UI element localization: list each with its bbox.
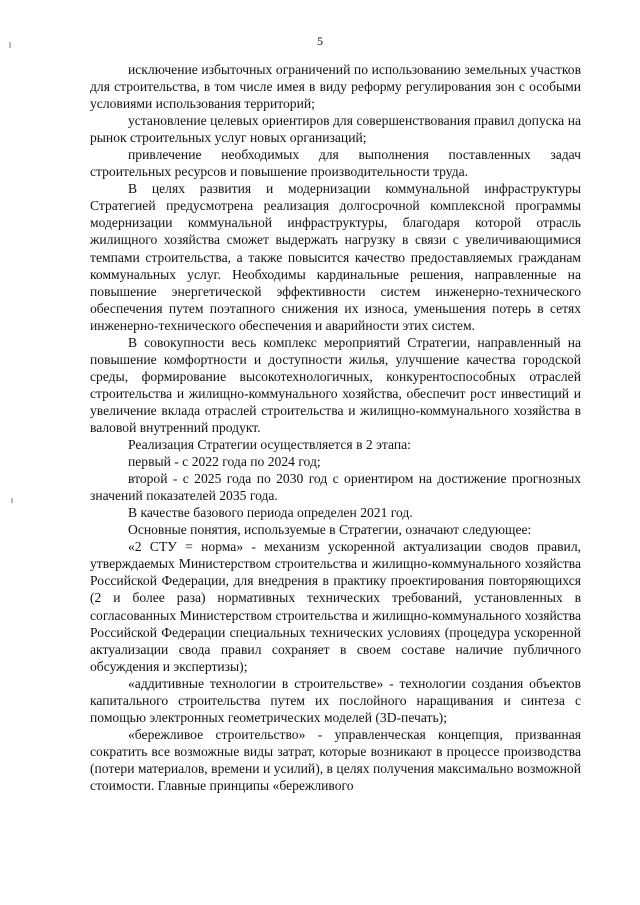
scan-edge-mark — [11, 498, 13, 503]
page-number: 5 — [317, 34, 323, 48]
paragraph-definition-lean: «бережливое строительство» - управленческая концепция, призванная сократить все возможные виды затрат, которые возникают в процессе производства (потери материалов, времени и усилий), в целях получения максимально возможной стоимости. Главные принципы «бережливого — [90, 726, 581, 793]
paragraph-definition-2stu: «2 СТУ = норма» - механизм ускоренной актуализации сводов правил, утверждаемых Министерством строительства и жилищно-коммунального хозяйства Российской Федерации, для внедрения в практику проектирования повторяющихся (2 и более раза) нормативных технических требований, установленных в согласованных Министерством строительства и жилищно-коммунального хозяйства Российской Федерации специальных технических условиях (процедура ускоренной актуализации свода правил сохраняет в своем составе наличие публичного обсуждения и экспертизы); — [90, 539, 581, 674]
paragraph-land-restrictions: исключение избыточных ограничений по использованию земельных участков для строительства, в том числе имея в виду реформу регулирования зон с особыми условиями использования территорий; — [90, 62, 581, 112]
paragraph-definition-additive: «аддитивные технологии в строительстве» - технологии создания объектов капитального строительства путем их послойного наращивания и синтеза с помощью электронных геометрических моделей (3D-печать); — [90, 675, 581, 725]
paragraph-utility-infrastructure: В целях развития и модернизации коммунальной инфраструктуры Стратегией предусмотрена реализация долгосрочной комплексной программы модернизации коммунальной инфраструктуры, благодаря которой отрасль жилищного хозяйства сможет выдержать нагрузку в связи с увеличивающимися темпами строительства, а также повысится качество предоставляемых гражданам коммунальных услуг. Необходимы кардинальные решения, направленные на повышение энергетической эффективности систем инженерно-технического обеспечения путем поэтапного снижения их износа, уменьшения потерь в сетях инженерно-технического обеспечения и аварийности этих систем. — [90, 181, 581, 333]
paragraph-definitions-intro: Основные понятия, используемые в Стратегии, означают следующее: — [128, 522, 532, 538]
paragraph-stage-two: второй - с 2025 года по 2030 год с ориентиром на достижение прогнозных значений показателей 2035 года. — [90, 471, 581, 504]
paragraph-market-admission: установление целевых ориентиров для совершенствования правил допуска на рынок строительных услуг новых организаций; — [90, 113, 581, 146]
paragraph-base-period: В качестве базового периода определен 2021 год. — [128, 505, 413, 521]
document-body — [90, 61, 581, 794]
paragraph-stage-one: первый - с 2022 года по 2024 год; — [128, 454, 321, 470]
paragraph-strategy-measures: В совокупности весь комплекс мероприятий Стратегии, направленный на повышение комфортности и доступности жилья, улучшение качества городской среды, формирование высокотехнологичных, конкурентоспособных отраслей строительства и жилищно-коммунального хозяйства, обеспечит рост инвестиций и увеличение вклада отраслей строительства и жилищно-коммунального хозяйства в валовой внутренний продукт. — [90, 334, 581, 435]
paragraph-implementation-stages: Реализация Стратегии осуществляется в 2 этапа: — [128, 437, 411, 453]
paragraph-construction-resources: привлечение необходимых для выполнения поставленных задач строительных ресурсов и повышение производительности труда. — [90, 147, 581, 180]
